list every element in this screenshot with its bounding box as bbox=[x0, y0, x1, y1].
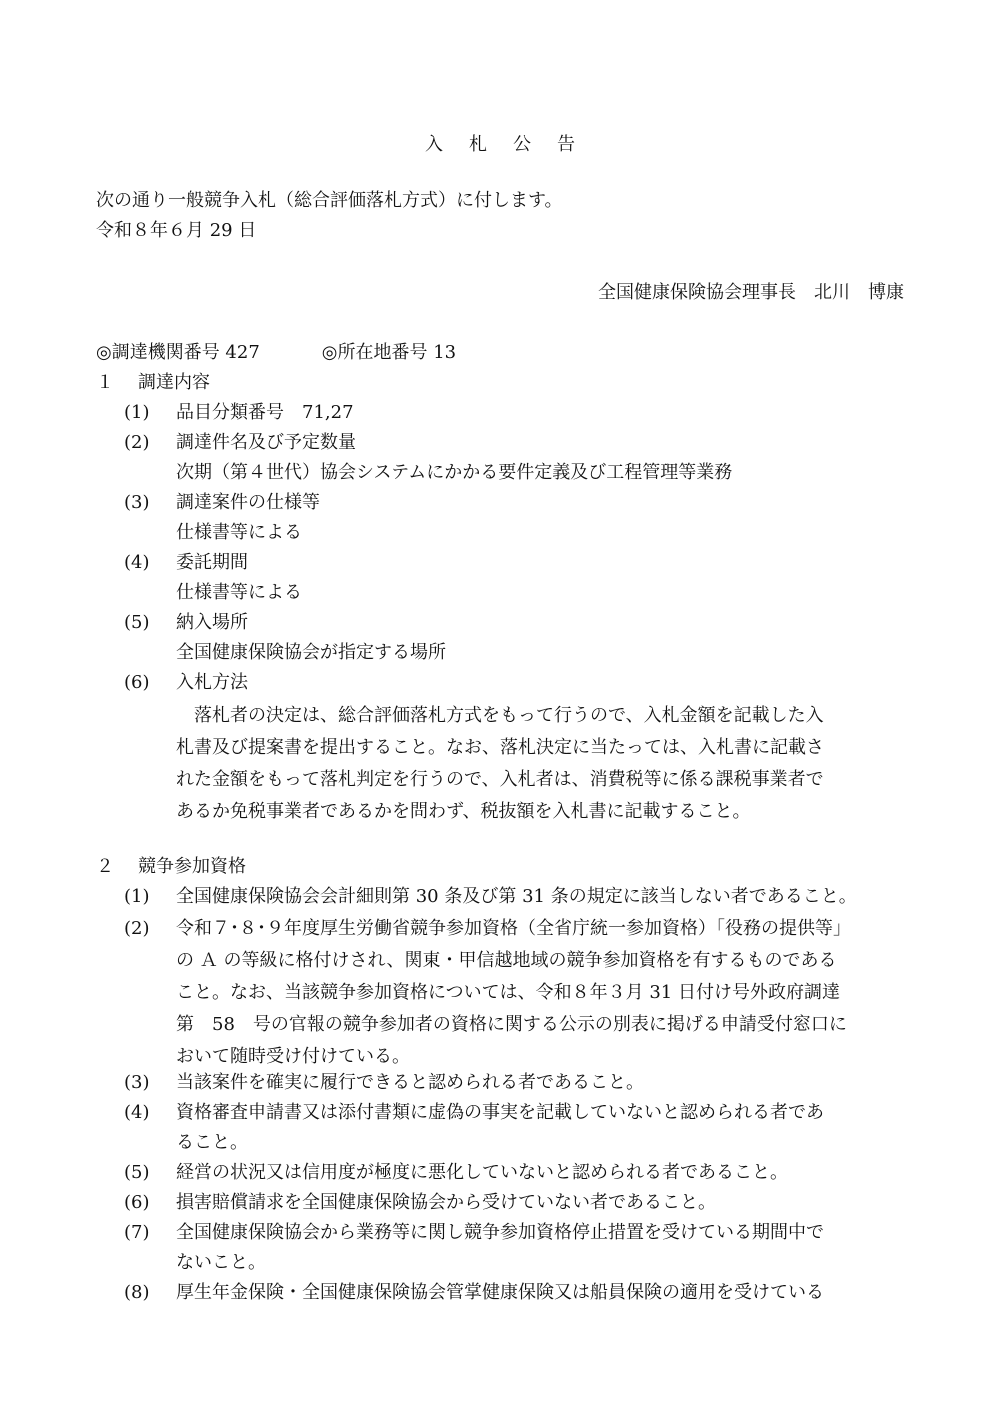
item-line: ないこと。 bbox=[176, 1252, 266, 1273]
item-label: 納入場所 bbox=[176, 612, 248, 633]
item-label: 品目分類番号 71,27 bbox=[176, 402, 354, 423]
item-line: ること。 bbox=[176, 1132, 248, 1153]
item-line: 経営の状況又は信用度が極度に悪化していないと認められる者であること。 bbox=[176, 1162, 788, 1183]
item-line: 資格審査申請書又は添付書類に虚偽の事実を記載していないと認められる者であ bbox=[176, 1102, 824, 1123]
section-number: ２ bbox=[96, 856, 114, 877]
item-line: 損害賠償請求を全国健康保険協会から受けていない者であること。 bbox=[176, 1192, 716, 1213]
section-title: 競争参加資格 bbox=[138, 856, 246, 877]
issuer-name: 全国健康保険協会理事長 北川 博康 bbox=[598, 282, 904, 303]
item-line: 全国健康保険協会から業務等に関し競争参加資格停止措置を受けている期間中で bbox=[176, 1222, 824, 1243]
notice-date: 令和８年６月 29 日 bbox=[96, 220, 257, 241]
item-detail: 仕様書等による bbox=[176, 582, 302, 603]
item-line: 厚生年金保険・全国健康保険協会管掌健康保険又は船員保険の適用を受けている bbox=[176, 1282, 824, 1303]
item-number: (5) bbox=[124, 1162, 150, 1183]
agency-number: ◎調達機関番号 427 bbox=[96, 342, 260, 363]
section-title: 調達内容 bbox=[138, 372, 210, 393]
section-2-heading bbox=[96, 852, 246, 882]
item-number: (6) bbox=[124, 1192, 150, 1213]
item-line: 第 58 号の官報の競争参加者の資格に関する公示の別表に掲げる申請受付窓口に bbox=[176, 1014, 847, 1035]
item-number: (5) bbox=[124, 612, 150, 633]
intro-text: 次の通り一般競争入札（総合評価落札方式）に付します。 bbox=[96, 190, 563, 211]
item-detail: 次期（第４世代）協会システムにかかる要件定義及び工程管理等業務 bbox=[176, 462, 733, 483]
item-label: 委託期間 bbox=[176, 552, 248, 573]
item-6-line: れた金額をもって落札判定を行うので、入札者は、消費税等に係る課税事業者で bbox=[176, 769, 824, 790]
item-line: おいて随時受け付けている。 bbox=[176, 1046, 410, 1067]
item-line: 全国健康保険協会会計細則第 30 条及び第 31 条の規定に該当しない者であること。 bbox=[176, 886, 857, 907]
item-number: (8) bbox=[124, 1282, 150, 1303]
item-number: (7) bbox=[124, 1222, 150, 1243]
item-label: 入札方法 bbox=[176, 672, 248, 693]
item-label: 調達件名及び予定数量 bbox=[176, 432, 356, 453]
item-number: (1) bbox=[124, 886, 150, 907]
item-number: (2) bbox=[124, 918, 150, 939]
item-line: こと。なお、当該競争参加資格については、令和８年３月 31 日付け号外政府調達 bbox=[176, 982, 840, 1003]
section-number: １ bbox=[96, 372, 114, 393]
item-detail: 全国健康保険協会が指定する場所 bbox=[176, 642, 446, 663]
item-number: (4) bbox=[124, 552, 150, 573]
header-numbers bbox=[96, 338, 456, 368]
item-label: 調達案件の仕様等 bbox=[176, 492, 320, 513]
item-number: (2) bbox=[124, 432, 150, 453]
item-number: (6) bbox=[124, 672, 150, 693]
item-line: 令和７･８･９年度厚生労働省競争参加資格（全省庁統一参加資格）「役務の提供等」 bbox=[176, 918, 851, 939]
section-1-heading bbox=[96, 368, 210, 398]
item-detail: 仕様書等による bbox=[176, 522, 302, 543]
item-line: 当該案件を確実に履行できると認められる者であること。 bbox=[176, 1072, 644, 1093]
item-6-line: 札書及び提案書を提出すること。なお、落札決定に当たっては、入札書に記載さ bbox=[176, 737, 824, 758]
page-title: 入札公告 bbox=[425, 134, 601, 155]
item-line: の Ａ の等級に格付けされ、関東・甲信越地域の競争参加資格を有するものである bbox=[176, 950, 837, 971]
item-number: (3) bbox=[124, 492, 150, 513]
item-6-line: あるか免税事業者であるかを問わず、税抜額を入札書に記載すること。 bbox=[176, 801, 751, 822]
location-number: ◎所在地番号 13 bbox=[321, 342, 457, 363]
item-number: (1) bbox=[124, 402, 150, 423]
item-number: (3) bbox=[124, 1072, 150, 1093]
item-number: (4) bbox=[124, 1102, 150, 1123]
item-6-line: 落札者の決定は、総合評価落札方式をもって行うので、入札金額を記載した入 bbox=[176, 705, 824, 726]
